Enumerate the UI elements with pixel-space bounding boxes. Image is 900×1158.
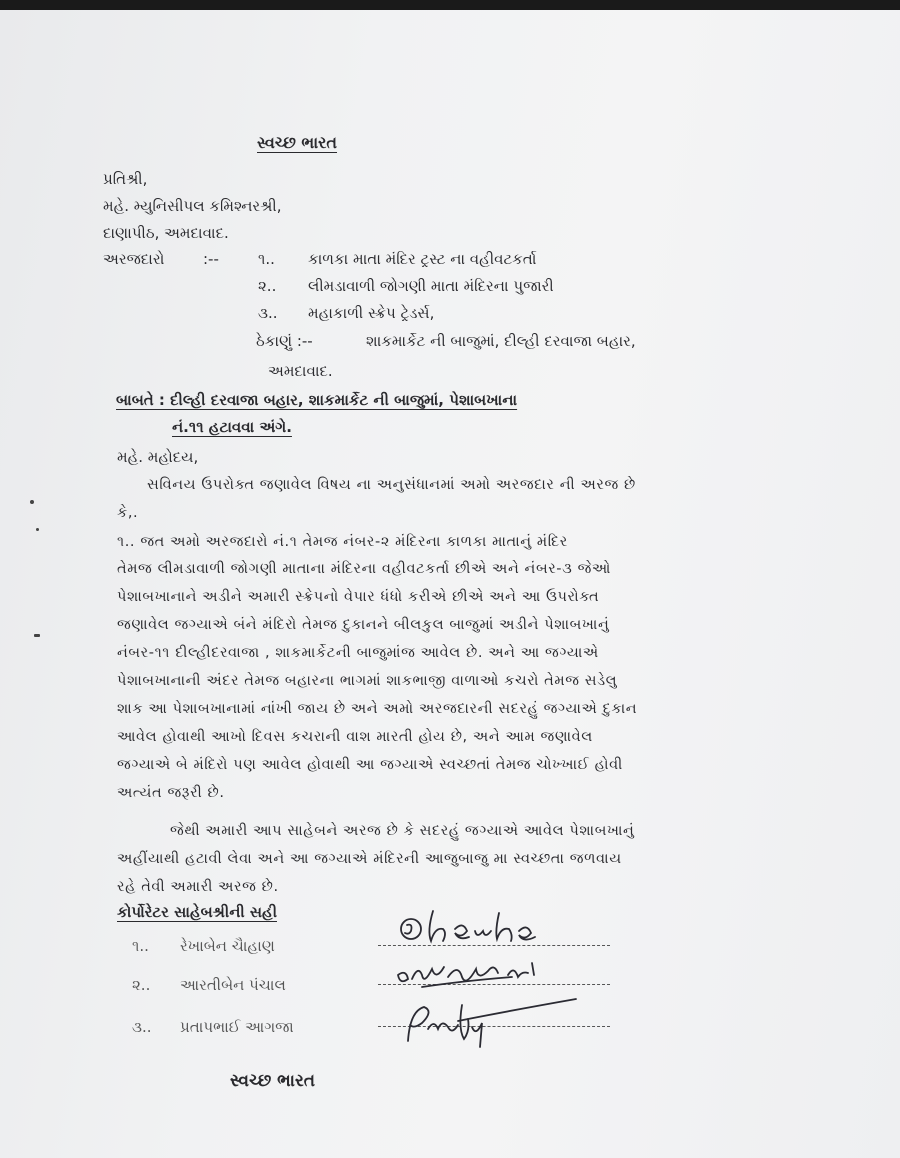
body-line: અહીંયાથી હટાવી લેવા અને આ જગ્યાએ મંદિરની આજુબાજુ મા સ્વચ્છતા જળવાય [117,851,622,867]
subject-line-2: નં.૧૧ હટાવવા અંગે. [172,418,292,436]
applicant-1: કાળકા માતા મંદિર ટ્રસ્ટ ના વહીવટકર્તા [308,250,537,268]
punch-mark [36,528,39,531]
signer-num-2: ૨.. [132,976,151,994]
signer-num-1: ૧.. [132,937,149,955]
applicants-label: અરજદારો [103,250,165,268]
subject-line-1: બાબતે : દીલ્હી દરવાજા બહાર, શાકમાર્કેટ ની બાજુમાં, પેશાબખાના [116,391,518,409]
body-line: અત્યંત જરૂરી છે. [117,785,225,801]
signature-2-image [392,955,562,1000]
body-line: આવેલ હોવાથી આખો દિવસ કચરાની વાશ મારતી હોય છે, અને આમ જણાવેલ [117,729,593,745]
punch-mark [34,634,40,637]
signer-name-2: આરતીબેન પંચાલ [180,976,286,994]
body-line: સવિનય ઉપરોક્ત જણાવેલ વિષય ના અનુસંધાનમાં અમો અરજદાર ની અરજ છે [147,477,636,493]
body-line: કે,. [117,505,139,521]
applicant-3: મહાકાળી સ્ક્રેપ ટ્રેડર્સ, [308,304,435,322]
body-line: પેશાબખાનાની અંદર તેમજ બહારના ભાગમાં શાકભાજી વાળાઓ કચરો તેમજ સડેલુ [117,673,618,689]
letter-page [0,10,900,1158]
body-line: પેશાબખાનાને અડીને અમારી સ્ક્રેપનો વેપાર ધંધો કરીએ છીએ અને આ ઉપરોક્ત [117,589,600,605]
address-label: ઠેકાણું :-- [256,332,313,350]
page-title: સ્વચ્છ ભારત [257,133,338,152]
applicant-2: લીમડાવાળી જોગણી માતા મંદિરના પુજારી [308,277,554,295]
applicant-num-3: ૩.. [258,304,278,322]
footer-title: સ્વચ્છ ભારત [230,1071,316,1091]
body-line: જણાવેલ જગ્યાએ બંને મંદિરો તેમજ દુકાનને બીલકુલ બાજુમાં અડીને પેશાબખાનું [117,617,610,633]
applicant-num-2: ૨.. [258,277,277,295]
body-line: નંબર-૧૧ દીલ્હીદરવાજા , શાકમાર્કેટની બાજુમાંજ આવેલ છે. અને આ જગ્યાએ [117,645,599,661]
signer-name-1: રેખાબેન ચૈાહાણ [180,937,275,955]
punch-mark [30,500,34,504]
recipient-line-3: દાણાપીઠ, અમદાવાદ. [103,224,229,242]
signature-1-image [395,905,555,950]
applicant-num-1: ૧.. [258,250,275,268]
body-line: શાક આ પેશાબખાનામાં નાંખી જાય છે અને અમો અરજદારની સદરહું જગ્યાએ દુકાન [117,701,638,717]
signatures-heading: કોર્પોરેટર સાહેબશ્રીની સહી [117,903,277,921]
signature-3-image [398,995,583,1055]
body-line: ૧.. જત અમો અરજદારો નં.૧ તેમજ નંબર-૨ મંદિરના કાળકા માતાનું મંદિર [117,534,568,550]
body-line: જેથી અમારી આપ સાહેબને અરજ છે કે સદરહું જગ્યાએ આવેલ પેશાબખાનું [170,823,635,839]
body-line: જગ્યાએ બે મંદિરો પણ આવેલ હોવાથી આ જગ્યાએ સ્વચ્છતાં તેમજ ચોખ્ખાઈ હોવી [117,757,623,773]
body-line: તેમજ લીમડાવાળી જોગણી માતાના મંદિરના વહીવટકર્તા છીએ અને નંબર-૩ જેઓ [117,561,611,577]
address-city: અમદાવાદ. [268,362,333,380]
address: શાકમાર્કેટ ની બાજુમાં, દીલ્હી દરવાજા બહાર, [366,332,636,350]
signer-num-3: ૩.. [132,1018,152,1036]
recipient-line-2: મહે. મ્યુનિસીપલ કમિશ્નરશ્રી, [103,197,282,215]
applicants-separator: :-- [203,250,219,268]
recipient-line-1: પ્રતિશ્રી, [103,170,148,188]
salutation: મહે. મહોદય, [117,448,199,466]
signer-name-3: પ્રતાપભાઈ આગજા [180,1018,294,1036]
body-line: રહે તેવી અમારી અરજ છે. [117,879,279,895]
